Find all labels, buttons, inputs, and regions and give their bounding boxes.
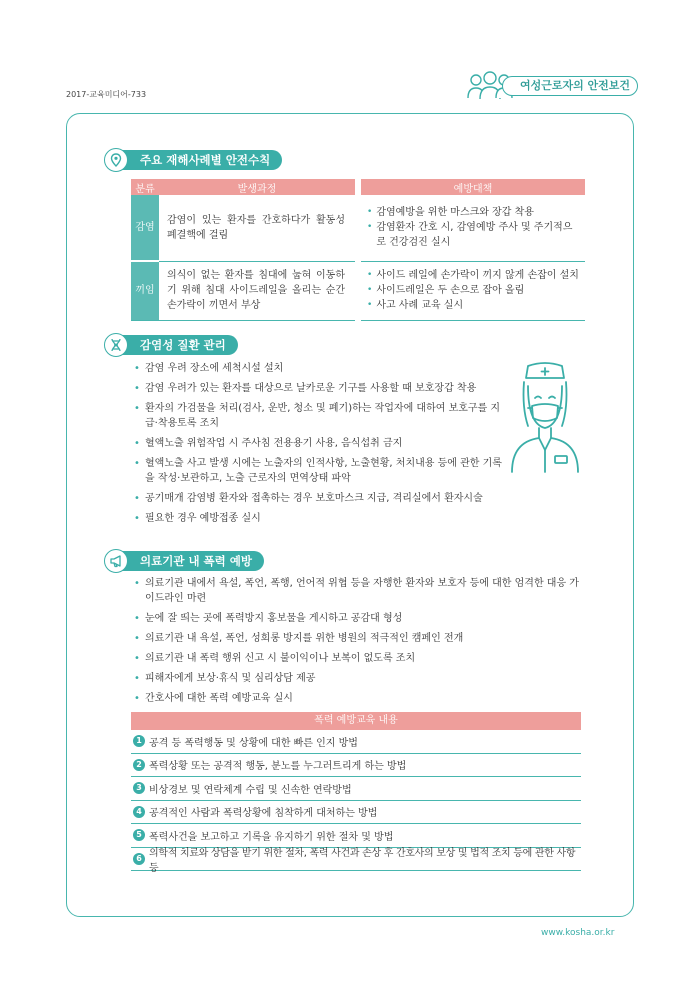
list-item bbox=[131, 848, 581, 872]
number-badge: 6 bbox=[133, 853, 145, 865]
prevention-item: • 감염예방을 위한 마스크와 장갑 착용 bbox=[367, 205, 581, 220]
education-item-text: 의학적 치료와 상담을 받기 위한 절차, 폭력 사건과 손상 후 간호사의 보상 및 법적 조치 등에 관한 사항 등 bbox=[149, 847, 576, 874]
prevention-item: • 사이드 레일에 손가락이 끼지 않게 손잡이 설치 bbox=[367, 268, 581, 283]
education-item-text: 공격적인 사람과 폭력상황에 침착하게 대처하는 방법 bbox=[149, 808, 378, 820]
education-item-text: 폭력사건을 보고하고 기록을 유지하기 위한 절차 및 방법 bbox=[149, 831, 394, 843]
table-cell-prevention bbox=[361, 195, 585, 261]
list-item: • 환자의 가검물을 처리(검사, 운반, 청소 및 폐기)하는 작업자에 대하여 보호구를 지급·착용토록 조치 bbox=[134, 403, 501, 429]
section-title-accidents bbox=[104, 149, 282, 171]
list-item: • 공기매개 감염병 환자와 접촉하는 경우 보호마스크 지급, 격리실에서 환자시술 bbox=[134, 493, 483, 504]
table-cell-category: 감염 bbox=[131, 195, 159, 261]
section-title-label: 의료기관 내 폭력 예방 bbox=[122, 551, 264, 571]
section-title-violence bbox=[104, 550, 264, 572]
list-item: • 의료기관 내 욕설, 폭언, 성희롱 방지를 위한 병원의 적극적인 캠페인 전개 bbox=[134, 633, 464, 644]
section-title-label: 주요 재해사례별 안전수칙 bbox=[122, 150, 282, 170]
violence-list bbox=[134, 576, 586, 711]
list-item: • 혈액노출 위험작업 시 주사침 전용용기 사용, 음식섭취 금지 bbox=[134, 438, 403, 449]
education-item-text: 폭력상황 또는 공격적 행동, 분노를 누그러트리게 하는 방법 bbox=[149, 761, 407, 773]
prevention-item: • 사고 사례 교육 실시 bbox=[367, 298, 581, 313]
header-badge-title: 여성근로자의 안전보건 bbox=[519, 79, 631, 92]
nurse-illustration bbox=[506, 360, 584, 478]
location-pin-icon bbox=[104, 148, 128, 172]
header-badge-pill bbox=[502, 76, 638, 96]
list-item: • 간호사에 대한 폭력 예방교육 실시 bbox=[134, 693, 293, 704]
list-item: • 혈액노출 사고 발생 시에는 노출자의 인적사항, 노출현황, 처치내용 등에 관한 기록을 작성·보관하고, 노출 근로자의 면역상태 파악 bbox=[134, 458, 502, 484]
list-item: • 감염 우려가 있는 환자를 대상으로 날카로운 기구를 사용할 때 보호장갑 착용 bbox=[134, 383, 477, 394]
document-code: 2017-교육미디어-733 bbox=[66, 90, 147, 99]
list-item: • 필요한 경우 예방접종 실시 bbox=[134, 513, 261, 524]
list-item bbox=[131, 730, 581, 754]
table-cell-prevention bbox=[361, 261, 585, 320]
list-item: • 의료기관 내 폭력 행위 신고 시 불이익이나 보복이 없도록 조치 bbox=[134, 653, 416, 664]
table-cell-process: 감염이 있는 환자를 간호하다가 활동성 폐결핵에 걸림 bbox=[159, 195, 355, 261]
list-item: • 눈에 잘 띄는 곳에 폭력방지 홍보물을 게시하고 공감대 형성 bbox=[134, 613, 403, 624]
header-badge bbox=[466, 70, 638, 100]
list-item bbox=[131, 754, 581, 778]
footer-url[interactable]: www.kosha.or.kr bbox=[541, 928, 615, 938]
prevention-item: • 감염환자 간호 시, 감염예방 주사 및 주기적으로 건강검진 실시 bbox=[367, 220, 581, 250]
education-item-text: 비상경보 및 연락체계 수립 및 신속한 연락방법 bbox=[149, 784, 352, 796]
table-cell-process: 의식이 없는 환자를 침대에 눕혀 이동하기 위해 침대 사이드레일을 올리는 순간 손가락이 끼면서 부상 bbox=[159, 261, 355, 320]
dna-icon bbox=[104, 333, 128, 357]
number-badge: 2 bbox=[133, 759, 145, 771]
table-header-category: 분류 bbox=[131, 179, 159, 195]
table-header-prevention: 예방대책 bbox=[361, 179, 585, 195]
list-item: • 피해자에게 보상·휴식 및 심리상담 제공 bbox=[134, 673, 316, 684]
education-box bbox=[131, 712, 581, 874]
prevention-item: • 사이드레일은 두 손으로 잡아 올림 bbox=[367, 283, 581, 298]
infection-list bbox=[134, 361, 502, 531]
number-badge: 3 bbox=[133, 782, 145, 794]
section-title-label: 감염성 질환 관리 bbox=[122, 335, 238, 355]
number-badge: 5 bbox=[133, 829, 145, 841]
number-badge: 1 bbox=[133, 735, 145, 747]
education-item-text: 공격 등 폭력행동 및 상황에 대한 빠른 인지 방법 bbox=[149, 737, 358, 749]
education-box-title: 폭력 예방교육 내용 bbox=[131, 712, 581, 730]
table-header-process: 발생과정 bbox=[159, 179, 355, 195]
list-item: • 의료기관 내에서 욕설, 폭언, 폭행, 언어적 위협 등을 자행한 환자와 보호자 등에 대한 엄격한 대응 가이드라인 마련 bbox=[134, 578, 579, 604]
table-cell-category: 끼임 bbox=[131, 261, 159, 320]
number-badge: 4 bbox=[133, 806, 145, 818]
list-item bbox=[131, 777, 581, 801]
accident-table bbox=[131, 179, 585, 321]
table-row bbox=[131, 261, 585, 320]
table-row bbox=[131, 195, 585, 261]
section-title-infection bbox=[104, 334, 238, 356]
megaphone-icon bbox=[104, 549, 128, 573]
list-item bbox=[131, 801, 581, 825]
list-item: • 감염 우려 장소에 세척시설 설치 bbox=[134, 363, 284, 374]
